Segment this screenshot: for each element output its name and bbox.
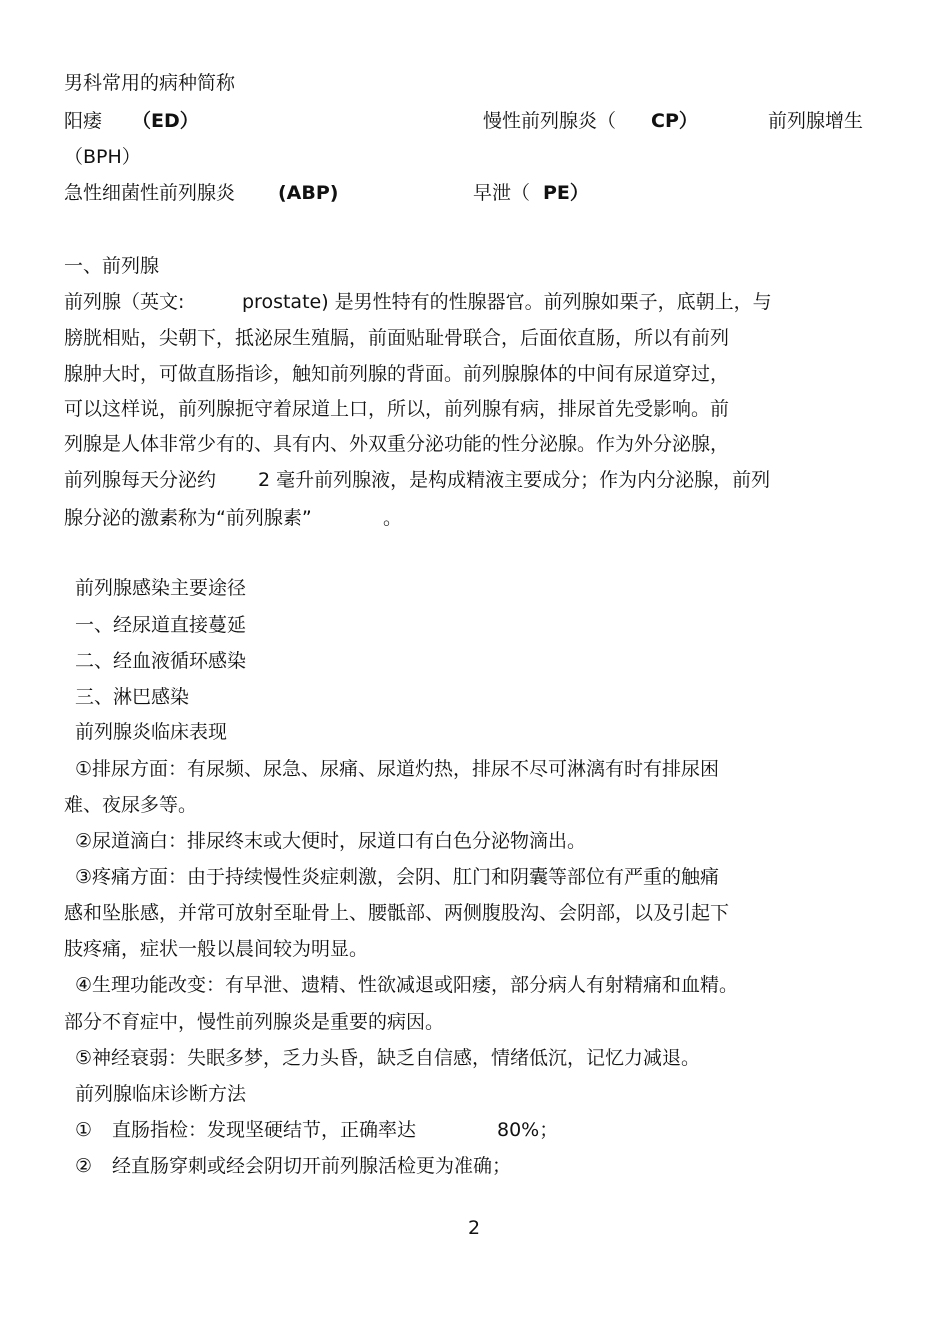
paragraph-line: ②尿道滴白：排尿终末或大便时，尿道口有白色分泌物滴出。 — [75, 830, 587, 852]
abbr-ed-name: 阳痿 — [64, 110, 103, 132]
paragraph-line: 列腺是人体非常少有的、具有内、外双重分泌功能的性分泌腺。作为外分泌腺， — [64, 433, 730, 455]
paragraph-line: 腺肿大时，可做直肠指诊，触知前列腺的背面。前列腺腺体的中间有尿道穿过， — [64, 363, 730, 385]
paragraph-line: 难、夜尿多等。 — [64, 794, 198, 816]
abbr-abp-name: 急性细菌性前列腺炎 — [64, 182, 236, 204]
abbr-cp-code: CP） — [651, 110, 698, 132]
paragraph-line: 可以这样说，前列腺扼守着尿道上口，所以，前列腺有病，排尿首先受影响。前 — [64, 398, 730, 420]
abbr-pe-name: 早泄（ — [473, 182, 531, 204]
abbr-abp-code: (ABP) — [278, 182, 339, 204]
section-heading-prostate: 一、前列腺 — [64, 255, 160, 277]
paragraph-line: ⑤神经衰弱：失眠多梦，乏力头昏，缺乏自信感，情绪低沉，记忆力减退。 — [75, 1047, 701, 1069]
paragraph-line: 部分不育症中，慢性前列腺炎是重要的病因。 — [64, 1011, 445, 1033]
section-heading-clinical: 前列腺炎临床表现 — [75, 721, 228, 743]
paragraph-line: 肢疼痛，症状一般以晨间较为明显。 — [64, 938, 369, 960]
page-number: 2 — [468, 1217, 481, 1239]
paragraph-line: ④生理功能改变：有早泄、遗精、性欲减退或阳痿，部分病人有射精痛和血精。 — [75, 974, 739, 996]
paragraph-line: ①排尿方面：有尿频、尿急、尿痛、尿道灼热，排尿不尽可淋漓有时有排尿困 — [75, 758, 720, 780]
abbr-cp-name: 慢性前列腺炎（ — [483, 110, 617, 132]
list-item: 经直肠穿刺或经会阴切开前列腺活检更为准确； — [112, 1155, 512, 1177]
section-heading-diagnosis: 前列腺临床诊断方法 — [75, 1083, 247, 1105]
list-item: 二、经血液循环感染 — [75, 650, 247, 672]
abbr-ed-code: （ED） — [132, 110, 199, 132]
list-item-number: ② — [75, 1155, 93, 1177]
list-item: 直肠指检：发现坚硬结节，正确率达 — [112, 1119, 417, 1141]
paragraph-line: 前列腺（英文: — [64, 291, 185, 313]
abbr-bph-name: 前列腺增生 — [768, 110, 864, 132]
abbr-pe-code: PE） — [543, 182, 589, 204]
paragraph-line: prostate) 是男性特有的性腺器官。前列腺如栗子，底朝上，与 — [242, 291, 772, 313]
paragraph-line: 感和坠胀感，并常可放射至耻骨上、腰骶部、两侧腹股沟、会阴部，以及引起下 — [64, 902, 730, 924]
paragraph-line: 2 毫升前列腺液，是构成精液主要成分；作为内分泌腺，前列 — [258, 469, 771, 491]
paragraph-line: 膀胱相贴，尖朝下，抵泌尿生殖膈，前面贴耻骨联合，后面依直肠，所以有前列 — [64, 327, 730, 349]
section-heading-infection: 前列腺感染主要途径 — [75, 577, 247, 599]
paragraph-line: 腺分泌的激素称为“前列腺素” — [64, 507, 312, 529]
list-item: 一、经尿道直接蔓延 — [75, 614, 247, 636]
paragraph-line: 。 — [383, 507, 403, 529]
page-title: 男科常用的病种简称 — [64, 72, 236, 94]
list-item-value: 80%； — [497, 1119, 559, 1141]
list-item: 三、淋巴感染 — [75, 686, 190, 708]
abbr-bph-code: （BPH） — [64, 146, 141, 168]
paragraph-line: ③疼痛方面：由于持续慢性炎症刺激，会阴、肛门和阴囊等部位有严重的触痛 — [75, 866, 720, 888]
paragraph-line: 前列腺每天分泌约 — [64, 469, 217, 491]
list-item-number: ① — [75, 1119, 93, 1141]
